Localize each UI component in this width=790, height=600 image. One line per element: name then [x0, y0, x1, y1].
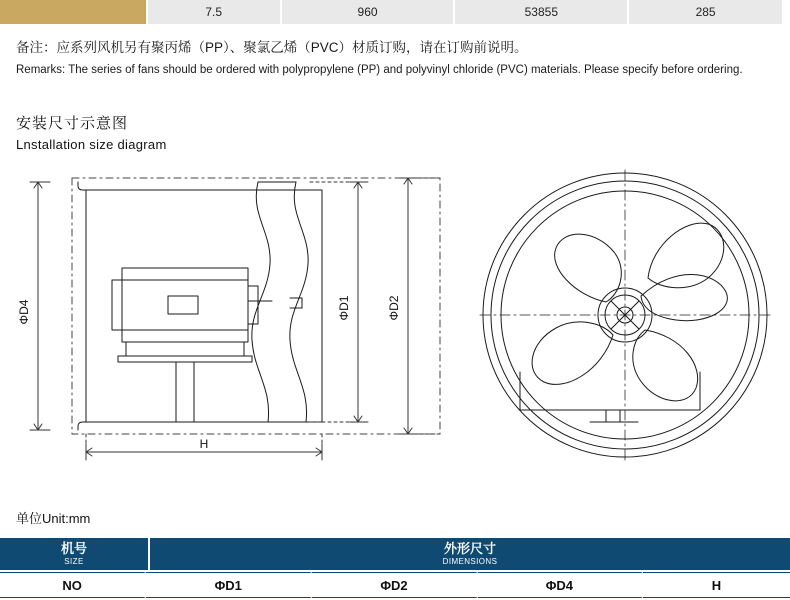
section-title [16, 114, 167, 155]
installation-diagram [0, 160, 790, 490]
header-cell-size-en: SIZE [64, 556, 84, 566]
header-cell-size-cn: 机号 [60, 540, 87, 556]
header-cell-dimensions-cn: 外形尺寸 [443, 540, 496, 556]
table-cell-model [0, 0, 148, 24]
top-data-table [0, 0, 790, 24]
table-cell-speed: 960 [282, 0, 456, 24]
table-cell-airflow: 53855 [455, 0, 629, 24]
remarks-cn: 备注：应系列风机另有聚丙烯（PP）、聚氯乙烯（PVC）材质订购，请在订购前说明。 [16, 40, 528, 55]
dimensions-table-header-row [0, 538, 790, 572]
unit-note: 单位Unit:mm [16, 511, 91, 526]
dimensions-table-subheader-row [0, 572, 790, 598]
dimension-label-d4: ΦD4 [17, 299, 31, 325]
subheader-cell-d2: ΦD2 [312, 572, 478, 598]
table-cell-pressure: 285 [629, 0, 784, 24]
section-title-en: Lnstallation size diagram [16, 137, 167, 152]
section-title-cn: 安装尺寸示意图 [16, 115, 129, 132]
header-cell-dimensions-en: DIMENSIONS [442, 556, 498, 566]
dimension-label-d2: ΦD2 [387, 295, 401, 321]
subheader-cell-no: NO [0, 572, 146, 598]
header-cell-size [0, 538, 150, 572]
dimension-label-h: H [199, 437, 209, 451]
dimension-label-d1: ΦD1 [337, 295, 351, 321]
table-cell-power: 7.5 [148, 0, 282, 24]
remarks-block [16, 38, 778, 79]
remarks-en: Remarks: The series of fans should be ordered with polypropylene (PP) and polyvinyl chloride (PVC) materials. Please specify before ordering. [16, 64, 743, 76]
table-cell-spacer [784, 0, 790, 24]
header-cell-dimensions [150, 538, 790, 572]
subheader-cell-d1: ΦD1 [146, 572, 312, 598]
dimensions-table [0, 538, 790, 598]
subheader-cell-d4: ΦD4 [478, 572, 643, 598]
subheader-cell-h: H [643, 572, 790, 598]
